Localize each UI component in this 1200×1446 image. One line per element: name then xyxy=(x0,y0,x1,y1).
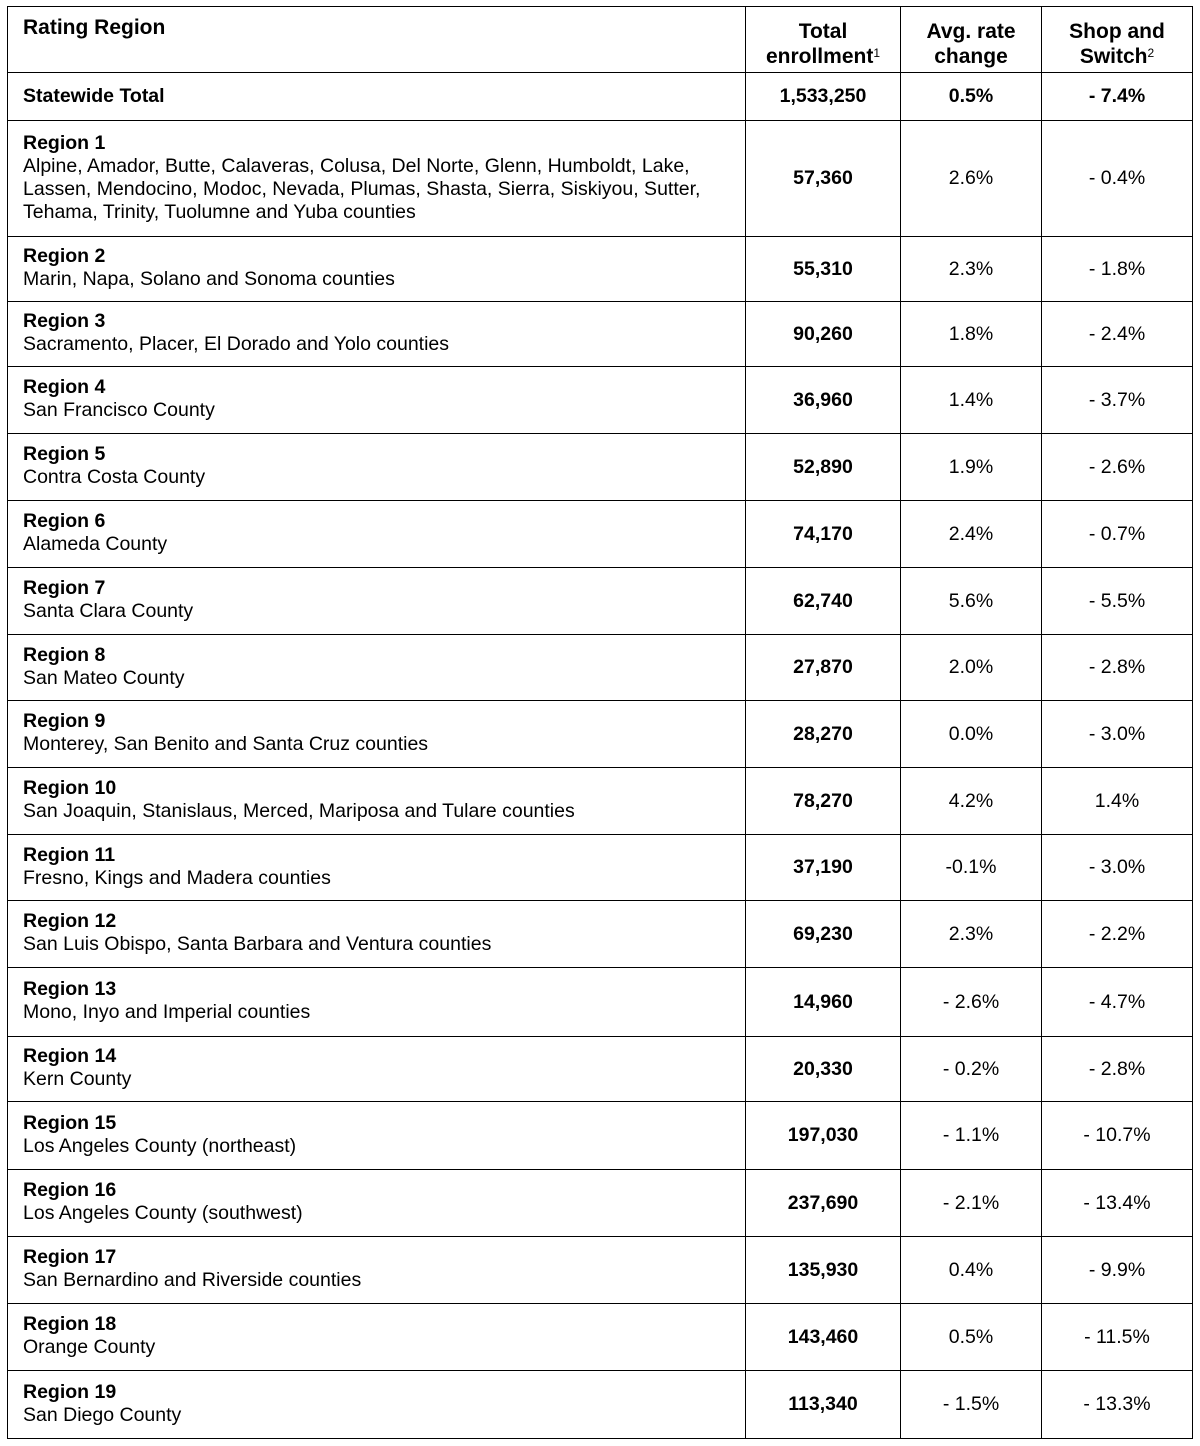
enrollment-cell: 36,960 xyxy=(746,367,901,434)
region-counties: Mono, Inyo and Imperial counties xyxy=(23,1001,311,1023)
rate-change-cell: 2.4% xyxy=(901,501,1042,568)
region-counties: Sacramento, Placer, El Dorado and Yolo counties xyxy=(23,333,450,355)
enrollment-cell: 113,340 xyxy=(746,1371,901,1439)
rate-change-cell: 2.6% xyxy=(901,121,1042,237)
region-title: Region 15 xyxy=(23,1111,117,1134)
shop-and-switch-cell: - 0.7% xyxy=(1042,501,1193,568)
region-counties: San Francisco County xyxy=(23,399,215,421)
enrollment-cell: 74,170 xyxy=(746,501,901,568)
region-title: Region 3 xyxy=(23,310,106,332)
region-cell xyxy=(8,1037,746,1102)
table-row xyxy=(8,434,1193,501)
table-row xyxy=(8,367,1193,434)
enrollment-cell: 37,190 xyxy=(746,835,901,901)
region-title: Region 16 xyxy=(23,1179,117,1201)
table-row xyxy=(8,901,1193,968)
region-title: Region 18 xyxy=(23,1313,117,1335)
enrollment-cell: 27,870 xyxy=(746,635,901,701)
table-row xyxy=(8,635,1193,701)
rate-change-cell: - 1.5% xyxy=(901,1371,1042,1439)
header-shop-and-switch-label: Shop and Switch xyxy=(1069,20,1165,68)
region-title: Region 17 xyxy=(23,1246,117,1268)
region-cell xyxy=(8,1102,746,1170)
region-counties: Los Angeles County (northeast) xyxy=(23,1134,297,1157)
header-avg-rate-change-label: Avg. rate change xyxy=(926,20,1016,68)
table-row xyxy=(8,302,1193,367)
header-avg-rate-change xyxy=(901,7,1042,73)
table-row xyxy=(8,1170,1193,1237)
rate-change-cell: -0.1% xyxy=(901,835,1042,901)
region-counties: Fresno, Kings and Madera counties xyxy=(23,866,331,889)
region-counties: San Diego County xyxy=(23,1403,182,1426)
enrollment-cell: 78,270 xyxy=(746,768,901,835)
header-total-enrollment-label: Total enrollment xyxy=(765,20,874,68)
region-cell xyxy=(8,434,746,501)
region-counties: San Mateo County xyxy=(23,666,185,689)
shop-and-switch-cell: - 0.4% xyxy=(1042,121,1193,237)
region-cell xyxy=(8,121,746,237)
region-title: Region 9 xyxy=(23,710,106,732)
header-rating-region xyxy=(8,7,746,73)
rate-change-cell: 0.0% xyxy=(901,701,1042,768)
table-row xyxy=(8,768,1193,835)
shop-and-switch-cell: - 10.7% xyxy=(1042,1102,1193,1170)
enrollment-cell: 55,310 xyxy=(746,237,901,302)
table-row xyxy=(8,501,1193,568)
enrollment-cell: 14,960 xyxy=(746,968,901,1037)
region-cell xyxy=(8,768,746,835)
table-row xyxy=(8,1237,1193,1304)
shop-and-switch-cell: - 13.4% xyxy=(1042,1170,1193,1237)
header-total-enrollment xyxy=(746,7,901,73)
table-row xyxy=(8,1102,1193,1170)
region-cell xyxy=(8,367,746,434)
region-counties: Marin, Napa, Solano and Sonoma counties xyxy=(23,268,395,290)
region-cell xyxy=(8,635,746,701)
region-counties: Contra Costa County xyxy=(23,466,206,488)
region-counties: Alpine, Amador, Butte, Calaveras, Colusa, Del Norte, Glenn, Humboldt, Lake, Lassen, Mendocino, Modoc, Nevada, Plumas, Shasta, Sierra, Siskiyou, Sutter, Tehama, Trinity, Tuolumne and Yuba counties xyxy=(23,154,701,223)
region-title: Region 10 xyxy=(23,777,117,799)
region-cell xyxy=(8,968,746,1037)
region-title: Region 6 xyxy=(23,510,106,532)
shop-and-switch-cell: - 2.2% xyxy=(1042,901,1193,968)
table-row xyxy=(8,1371,1193,1439)
region-title: Region 13 xyxy=(23,978,117,1000)
header-shop-and-switch xyxy=(1042,7,1193,73)
shop-and-switch-cell: - 2.4% xyxy=(1042,302,1193,367)
enrollment-cell: 135,930 xyxy=(746,1237,901,1304)
region-counties: Santa Clara County xyxy=(23,600,194,622)
region-cell xyxy=(8,1304,746,1371)
shop-and-switch-cell: - 3.0% xyxy=(1042,701,1193,768)
rate-change-cell: - 2.6% xyxy=(901,968,1042,1037)
header-row xyxy=(8,7,1193,73)
rate-change-cell: 4.2% xyxy=(901,768,1042,835)
region-cell xyxy=(8,1237,746,1304)
statewide-enrollment: 1,533,250 xyxy=(746,73,901,121)
region-cell xyxy=(8,901,746,968)
shop-and-switch-cell: - 2.6% xyxy=(1042,434,1193,501)
footnote-marker-1: 1 xyxy=(873,46,881,60)
region-cell xyxy=(8,237,746,302)
shop-and-switch-cell: - 11.5% xyxy=(1042,1304,1193,1371)
shop-and-switch-cell: - 3.0% xyxy=(1042,835,1193,901)
table-row xyxy=(8,237,1193,302)
region-title: Region 7 xyxy=(23,577,106,599)
region-cell xyxy=(8,1170,746,1237)
region-cell xyxy=(8,701,746,768)
enrollment-cell: 57,360 xyxy=(746,121,901,237)
rate-change-cell: 5.6% xyxy=(901,568,1042,635)
rating-region-table xyxy=(7,6,1193,1439)
region-counties: San Luis Obispo, Santa Barbara and Ventura counties xyxy=(23,933,492,955)
enrollment-cell: 197,030 xyxy=(746,1102,901,1170)
region-title: Region 1 xyxy=(23,131,106,154)
region-cell xyxy=(8,302,746,367)
region-title: Region 2 xyxy=(23,245,106,267)
enrollment-cell: 52,890 xyxy=(746,434,901,501)
region-counties: Alameda County xyxy=(23,533,168,555)
rate-change-cell: 2.3% xyxy=(901,901,1042,968)
rate-change-cell: 1.4% xyxy=(901,367,1042,434)
table-row xyxy=(8,1304,1193,1371)
region-counties: San Bernardino and Riverside counties xyxy=(23,1269,362,1291)
region-title: Region 8 xyxy=(23,643,106,666)
rate-change-cell: 0.4% xyxy=(901,1237,1042,1304)
region-title: Region 19 xyxy=(23,1380,117,1403)
region-title: Region 12 xyxy=(23,910,117,932)
enrollment-cell: 62,740 xyxy=(746,568,901,635)
statewide-label: Statewide Total xyxy=(8,73,746,121)
statewide-rate-change: 0.5% xyxy=(901,73,1042,121)
shop-and-switch-cell: 1.4% xyxy=(1042,768,1193,835)
rate-change-cell: - 2.1% xyxy=(901,1170,1042,1237)
region-counties: Los Angeles County (southwest) xyxy=(23,1202,303,1224)
rate-change-cell: - 0.2% xyxy=(901,1037,1042,1102)
region-counties: Kern County xyxy=(23,1068,132,1090)
region-cell xyxy=(8,501,746,568)
region-counties: San Joaquin, Stanislaus, Merced, Mariposa and Tulare counties xyxy=(23,800,575,822)
shop-and-switch-cell: - 2.8% xyxy=(1042,635,1193,701)
shop-and-switch-cell: - 9.9% xyxy=(1042,1237,1193,1304)
enrollment-cell: 143,460 xyxy=(746,1304,901,1371)
rate-change-cell: 2.0% xyxy=(901,635,1042,701)
shop-and-switch-cell: - 2.8% xyxy=(1042,1037,1193,1102)
table-row xyxy=(8,968,1193,1037)
statewide-total-row xyxy=(8,73,1193,121)
enrollment-cell: 69,230 xyxy=(746,901,901,968)
region-counties: Monterey, San Benito and Santa Cruz counties xyxy=(23,733,429,755)
region-title: Region 11 xyxy=(23,843,116,866)
enrollment-cell: 237,690 xyxy=(746,1170,901,1237)
region-title: Region 5 xyxy=(23,443,106,465)
region-cell xyxy=(8,1371,746,1439)
shop-and-switch-cell: - 13.3% xyxy=(1042,1371,1193,1439)
region-counties: Orange County xyxy=(23,1336,156,1358)
rate-change-cell: 0.5% xyxy=(901,1304,1042,1371)
shop-and-switch-cell: - 5.5% xyxy=(1042,568,1193,635)
shop-and-switch-cell: - 4.7% xyxy=(1042,968,1193,1037)
table-row xyxy=(8,568,1193,635)
shop-and-switch-cell: - 3.7% xyxy=(1042,367,1193,434)
rate-change-cell: - 1.1% xyxy=(901,1102,1042,1170)
rate-change-cell: 1.9% xyxy=(901,434,1042,501)
statewide-shop-and-switch: - 7.4% xyxy=(1042,73,1193,121)
enrollment-cell: 28,270 xyxy=(746,701,901,768)
region-title: Region 4 xyxy=(23,376,106,398)
table-row xyxy=(8,121,1193,237)
table-row xyxy=(8,835,1193,901)
region-title: Region 14 xyxy=(23,1045,117,1067)
table-row xyxy=(8,1037,1193,1102)
enrollment-cell: 20,330 xyxy=(746,1037,901,1102)
region-cell xyxy=(8,835,746,901)
rate-change-cell: 1.8% xyxy=(901,302,1042,367)
footnote-marker-2: 2 xyxy=(1147,46,1155,60)
region-cell xyxy=(8,568,746,635)
enrollment-cell: 90,260 xyxy=(746,302,901,367)
header-rating-region-label: Rating Region xyxy=(23,16,166,39)
table-row xyxy=(8,701,1193,768)
shop-and-switch-cell: - 1.8% xyxy=(1042,237,1193,302)
rate-change-cell: 2.3% xyxy=(901,237,1042,302)
